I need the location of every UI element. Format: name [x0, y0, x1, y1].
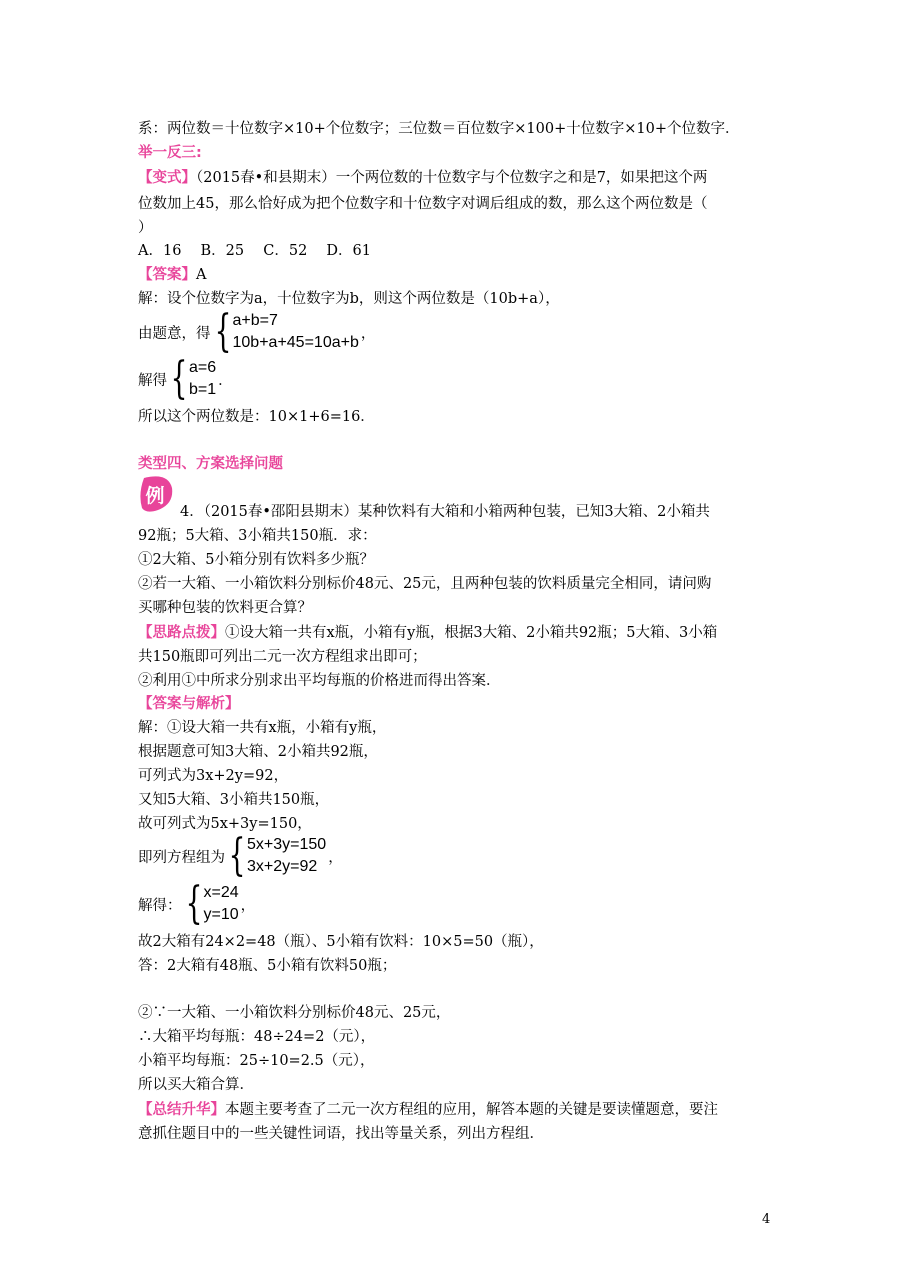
left-brace: {	[214, 306, 231, 357]
left-brace: {	[170, 353, 188, 404]
text-line: ②利用①中所求分别求出平均每瓶的价格进而得出答案．	[138, 673, 501, 689]
text-span: ，	[360, 325, 376, 342]
tag-label: 【答案与解析】	[138, 696, 240, 712]
left-brace: {	[185, 878, 202, 929]
text-line	[138, 694, 240, 714]
text-line: 4．（2015春•邵阳县期末）某种饮料有大箱和小箱两种包装，已知3大箱、2小箱共	[180, 504, 710, 520]
tag-label: 【变式】	[138, 170, 196, 186]
text-line: 故2大箱有24×2=48（瓶）、5小箱有饮料：10×5=50（瓶），	[138, 934, 544, 950]
text-line	[138, 1100, 718, 1120]
equation-system	[138, 306, 376, 357]
left-brace: {	[228, 830, 246, 881]
equation-system	[138, 353, 233, 404]
answer-options: A．16 B．25 C．52 D．61	[138, 243, 371, 259]
text-line: 意抓住题目中的一些关键性词语，找出等量关系，列出方程组．	[138, 1126, 544, 1142]
text-line: 小箱平均每瓶：25÷10=2.5（元），	[138, 1053, 375, 1069]
text-line: 答：2大箱有48瓶、5小箱有饮料50瓶；	[138, 958, 397, 974]
text-span: ，	[240, 897, 256, 914]
text-span: 即列方程组为	[138, 849, 225, 866]
text-line: 又知5大箱、3小箱共150瓶，	[138, 792, 330, 808]
text-span: A	[196, 267, 207, 283]
page-number: 4	[762, 1212, 771, 1227]
section-heading: 类型四、方案选择问题	[138, 456, 283, 472]
equation: y=10	[203, 906, 239, 923]
text-line: 买哪种包装的饮料更合算？	[138, 600, 312, 616]
text-line: 解：设个位数字为a，十位数字为b，则这个两位数是（10b+a），	[138, 291, 560, 307]
equation: 10b+a+45=10a+b	[232, 334, 359, 351]
equation: a+b=7	[232, 312, 278, 329]
text-line	[138, 623, 717, 643]
text-line: ②若一大箱、一小箱饮料分别标价48元、25元，且两种包装的饮料质量完全相同，请问购	[138, 576, 712, 592]
text-line: 92瓶；5大箱、3小箱共150瓶．求：	[138, 528, 377, 544]
tag-label: 【思路点拨】	[138, 625, 225, 641]
equation: 3x+2y=92	[247, 858, 318, 875]
text-line: 故可列式为5x+3y=150，	[138, 816, 312, 832]
text-line: 可列式为3x+2y=92，	[138, 768, 289, 784]
text-line: ∴大箱平均每瓶：48÷24=2（元），	[138, 1029, 376, 1045]
text-span: 解得	[138, 372, 167, 389]
equation-stack	[247, 834, 326, 878]
text-line: 所以买大箱合算．	[138, 1077, 254, 1093]
equation: a=6	[189, 359, 217, 376]
text-span: ，	[328, 849, 343, 866]
equation-stack	[204, 882, 239, 926]
equation-stack	[233, 310, 359, 354]
tag-label: 【总结升华】	[138, 1102, 225, 1118]
equation-system	[138, 878, 256, 929]
tag-label: 【答案】	[138, 267, 196, 283]
text-span: 本题主要考查了二元一次方程组的应用，解答本题的关键是要读懂题意，要注	[225, 1102, 718, 1118]
badge-label: 例	[145, 485, 165, 507]
text-line	[138, 265, 206, 285]
equation-stack	[189, 357, 216, 401]
text-line	[138, 168, 707, 188]
text-line: 系：两位数＝十位数字×10+个位数字；三位数＝百位数字×100+十位数字×10+个位数字．	[138, 121, 740, 137]
equation: x=24	[203, 884, 239, 901]
text-span: （2015春•和县期末）一个两位数的十位数字与个位数字之和是7，如果把这个两	[196, 170, 708, 186]
equation: 5x+3y=150	[247, 836, 327, 853]
text-span: 解得：	[138, 897, 182, 914]
text-span: ①设大箱一共有x瓶，小箱有y瓶，根据3大箱、2小箱共92瓶；5大箱、3小箱	[225, 625, 718, 641]
text-line: ①2大箱、5小箱分别有饮料多少瓶？	[138, 552, 374, 568]
text-line: 解：①设大箱一共有x瓶，小箱有y瓶，	[138, 720, 387, 736]
text-line: 根据题意可知3大箱、2小箱共92瓶，	[138, 744, 378, 760]
text-line: 所以这个两位数是：10×1+6=16．	[138, 409, 375, 425]
text-span: 由题意，得	[138, 325, 211, 342]
equation-system	[138, 830, 343, 881]
text-line: ）	[138, 220, 153, 236]
text-line: ②∵一大箱、一小箱饮料分别标价48元、25元，	[138, 1005, 451, 1021]
section-heading: 举一反三:	[138, 145, 202, 161]
text-span: ．	[218, 372, 233, 389]
example-badge-icon	[138, 474, 174, 514]
text-line: 位数加上45，那么恰好成为把个位数字和十位数字对调后组成的数，那么这个两位数是（	[138, 196, 708, 212]
equation: b=1	[189, 381, 217, 398]
text-line: 共150瓶即可列出二元一次方程组求出即可；	[138, 649, 427, 665]
